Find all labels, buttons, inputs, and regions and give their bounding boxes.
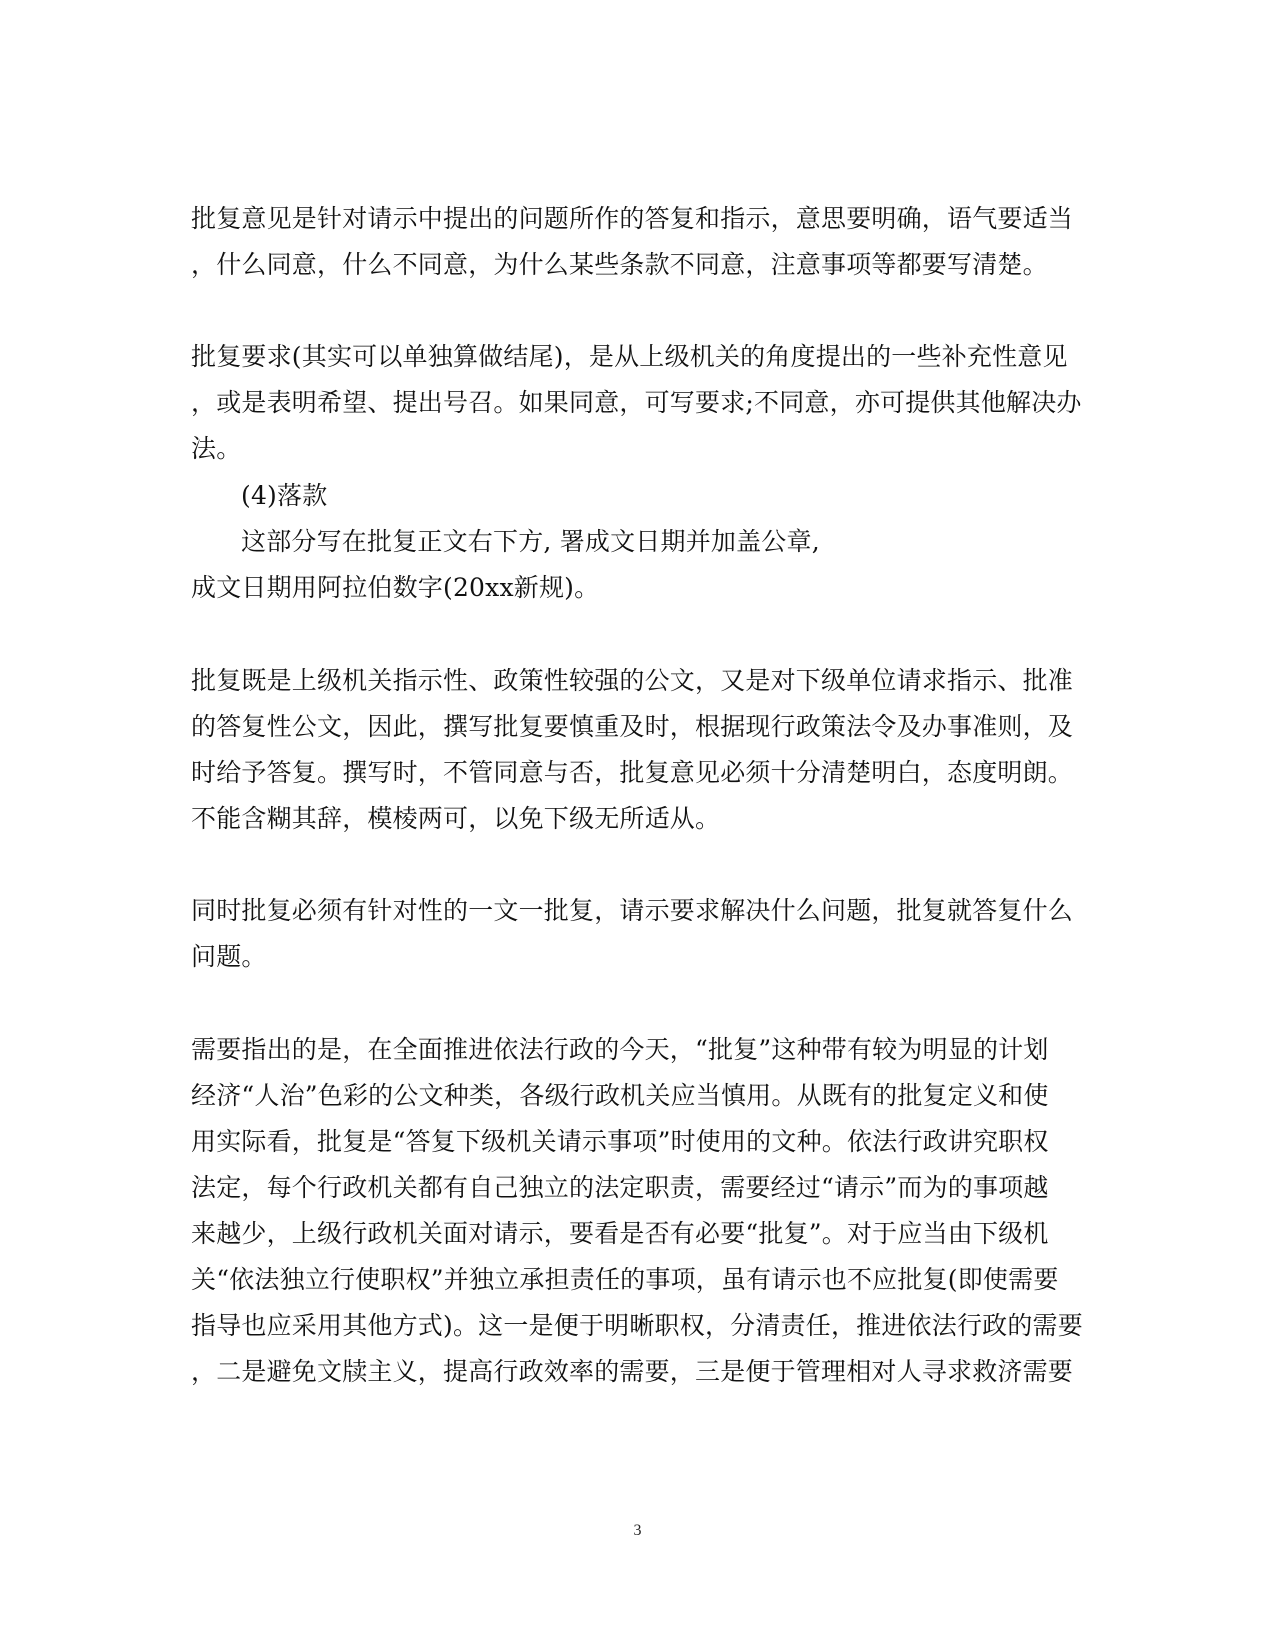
text-line: 不能含糊其辞，模棱两可，以免下级无所适从。 xyxy=(191,804,721,833)
text-line: 批复要求(其实可以单独算做结尾)，是从上级机关的角度提出的一些补充性意见 xyxy=(191,342,1068,371)
text-line: ，或是表明希望、提出号召。如果同意，可写要求;不同意，亦可提供其他解决办 xyxy=(191,388,1082,417)
text-line: 用实际看，批复是“答复下级机关请示事项”时使用的文种。依法行政讲究职权 xyxy=(191,1127,1049,1156)
text-line: 法定，每个行政机关都有自己独立的法定职责，需要经过“请示”而为的事项越 xyxy=(191,1173,1049,1202)
text-line: 指导也应采用其他方式)。这一是便于明晰职权，分清责任，推进依法行政的需要 xyxy=(191,1311,1083,1340)
text-line: 成文日期用阿拉伯数字(20xx新规)。 xyxy=(191,573,600,602)
text-line: ，二是避免文牍主义，提高行政效率的需要，三是便于管理相对人寻求救济需要 xyxy=(191,1357,1074,1386)
text-line: 的答复性公文，因此，撰写批复要慎重及时，根据现行政策法令及办事准则，及 xyxy=(191,712,1074,741)
text-line: 法。 xyxy=(191,434,242,463)
text-line: 来越少，上级行政机关面对请示，要看是否有必要“批复”。对于应当由下级机 xyxy=(191,1219,1049,1248)
text-line: 需要指出的是，在全面推进依法行政的今天，“批复”这种带有较为明显的计划 xyxy=(191,1035,1049,1064)
text-line: 时给予答复。撰写时，不管同意与否，批复意见必须十分清楚明白，态度明朗。 xyxy=(191,758,1074,787)
text-line: 批复既是上级机关指示性、政策性较强的公文，又是对下级单位请求指示、批准 xyxy=(191,666,1074,695)
page-number: 3 xyxy=(633,1522,642,1539)
section-heading: (4)落款 xyxy=(241,481,328,510)
text-line: 关“依法独立行使职权”并独立承担责任的事项，虽有请示也不应批复(即使需要 xyxy=(191,1265,1059,1294)
text-line: 批复意见是针对请示中提出的问题所作的答复和指示，意思要明确，语气要适当 xyxy=(191,204,1074,233)
text-line: 同时批复必须有针对性的一文一批复，请示要求解决什么问题，批复就答复什么 xyxy=(191,896,1074,925)
text-line: 这部分写在批复正文右下方, 署成文日期并加盖公章, xyxy=(241,527,820,556)
text-line: 问题。 xyxy=(191,942,267,971)
text-line: 经济“人治”色彩的公文种类，各级行政机关应当慎用。从既有的批复定义和使 xyxy=(191,1081,1049,1110)
text-line: ，什么同意，什么不同意，为什么某些条款不同意，注意事项等都要写清楚。 xyxy=(191,250,1048,279)
